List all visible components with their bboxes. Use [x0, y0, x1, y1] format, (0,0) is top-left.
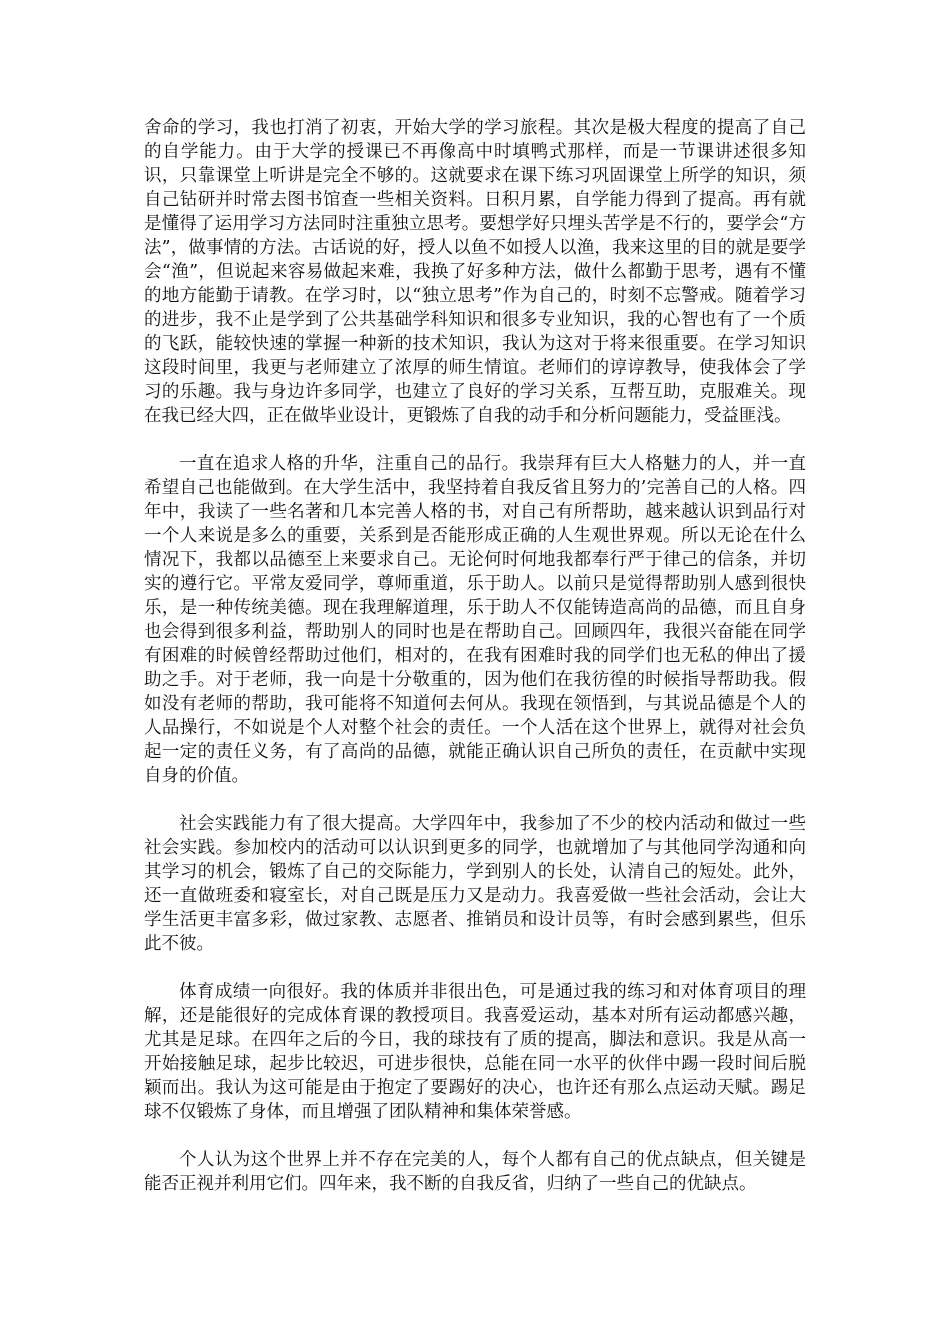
paragraph-character: 一直在追求人格的升华，注重自己的品行。我崇拜有巨大人格魅力的人，并一直希望自己也能做到。在大学生活中，我坚持着自我反省且努力的’完善自己的人格。四年中，我读了一些名著和几本完善人格的书，对自己有所帮助，越来越认识到品行对一个人来说是多么的重要，关系到是否能形成正确的人生观世界观。所以无论在什么情况下，我都以品德至上来要求自己。无论何时何地我都奉行严于律己的信条，并切实的遵行它。平常友爱同学，尊师重道，乐于助人。以前只是觉得帮助别人感到很快乐，是一种传统美德。现在我理解道理，乐于助人不仅能铸造高尚的品德，而且自身也会得到很多利益，帮助别人的同时也是在帮助自己。回顾四年，我很兴奋能在同学有困难的时候曾经帮助过他们，相对的，在我有困难时我的同学们也无私的伸出了援助之手。对于老师，我一向是十分敬重的，因为他们在我彷徨的时候指导帮助我。假如没有老师的帮助，我可能将不知道何去何从。我现在领悟到，与其说品德是个人的人品操行，不如说是个人对整个社会的责任。一个人活在这个世界上，就得对社会负起一定的责任义务，有了高尚的品德，就能正确认识自己所负的责任，在贡献中实现自身的价值。 — [144, 454, 806, 786]
paragraph-social-practice: 社会实践能力有了很大提高。大学四年中，我参加了不少的校内活动和做过一些社会实践。参加校内的活动可以认识到更多的同学，也就增加了与其他同学沟通和向其学习的机会，锻炼了自己的交际能力，学到别人的长处，认清自己的短处。此外，还一直做班委和寝室长，对自己既是压力又是动力。我喜爱做一些社会活动，会让大学生活更丰富多彩，做过家教、志愿者、推销员和设计员等，有时会感到累些，但乐此不彼。 — [144, 814, 806, 954]
paragraph-study-continued: 舍命的学习，我也打消了初衷，开始大学的学习旅程。其次是极大程度的提高了自己的自学能力。由于大学的授课已不再像高中时填鸭式那样，而是一节课讲述很多知识，只靠课堂上听讲是完全不够的。这就要求在课下练习巩固课堂上所学的知识，须自己钻研并时常去图书馆查一些相关资料。日积月累，自学能力得到了提高。再有就是懂得了运用学习方法同时注重独立思考。要想学好只埋头苦学是不行的，要学会“方法”，做事情的方法。古话说的好，授人以鱼不如授人以渔，我来这里的目的就是要学会“渔”，但说起来容易做起来难，我换了好多种方法，做什么都勤于思考，遇有不懂的地方能勤于请教。在学习时，以“独立思考”作为自己的，时刻不忘警戒。随着学习的进步，我不止是学到了公共基础学科知识和很多专业知识，我的心智也有了一个质的飞跃，能较快速的掌握一种新的技术知识，我认为这对于将来很重要。在学习知识这段时间里，我更与老师建立了浓厚的师生情谊。老师们的谆谆教导，使我体会了学习的乐趣。我与身边许多同学，也建立了良好的学习关系，互帮互助，克服难关。现在我已经大四，正在做毕业设计，更锻炼了自我的动手和分析问题能力，受益匪浅。 — [144, 118, 806, 426]
document-page — [144, 116, 806, 1196]
paragraph-sports: 体育成绩一向很好。我的体质并非很出色，可是通过我的练习和对体育项目的理解，还是能很好的完成体育课的教授项目。我喜爱运动，基本对所有运动都感兴趣，尤其是足球。在四年之后的今日，我的球技有了质的提高，脚法和意识。我是从高一开始接触足球，起步比较迟，可进步很快，总能在同一水平的伙伴中踢一段时间后脱颖而出。我认为这可能是由于抱定了要踢好的决心，也许还有那么点运动天赋。踢足球不仅锻炼了身体，而且增强了团队精神和集体荣誉感。 — [144, 982, 806, 1122]
paragraph-self-reflection: 个人认为这个世界上并不存在完美的人，每个人都有自己的优点缺点，但关键是能否正视并利用它们。四年来，我不断的自我反省，归纳了一些自己的优缺点。 — [144, 1150, 806, 1194]
